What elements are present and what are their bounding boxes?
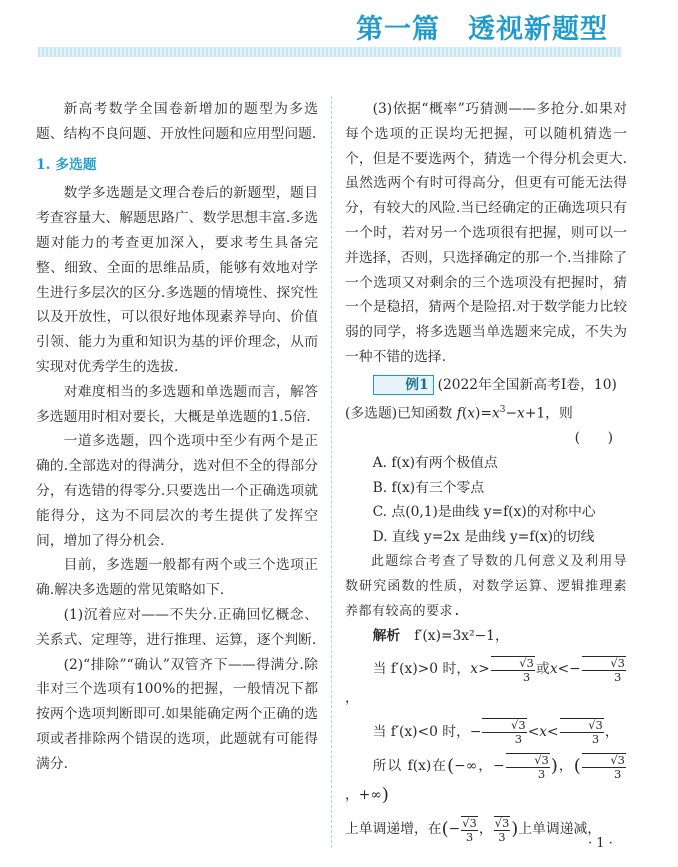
column-divider [331, 96, 332, 848]
fraction: $\frac{√3}{3}$ [582, 753, 626, 781]
analysis-line [345, 624, 627, 649]
example-source: (2022年全国新高考Ⅰ卷，10) [437, 376, 617, 393]
paragraph: 数学多选题是文理合卷后的新题型，题目考查容量大、解题思路广、数学思想丰富.多选题对能力的考查更加深入，要求考生具备完整、细致、全面的思维品质，能够有效地对学生进行多层次的区分.多选题的情境性、探究性以及开放性，可以很好地体现素养导向、价值引领、能力为重和知识为基的评价理念，从而实现对优秀学生的选拔. [36, 185, 318, 375]
fraction: $\frac{√3}{3}$ [482, 718, 526, 746]
chapter-title: 透视新题型 [468, 14, 608, 45]
option-a: A. f(x)有两个极值点 [372, 454, 498, 471]
left-column [36, 97, 318, 777]
chapter-heading [356, 7, 608, 46]
monotonic-conclusion-2: 上单调递增，在(− $\frac{√3}{3}$ ， $\frac{√3}{3}$ )上单调递减， [345, 815, 602, 844]
conclusion-text: 上单调递增，在 [345, 821, 442, 838]
condition-text: 当 f′(x)>0 时， [372, 661, 471, 678]
fraction: $\frac{√3}{3}$ [506, 753, 550, 781]
page-number: · 1 · [588, 836, 613, 851]
condition-negative: 当 f′(x)<0 时，− $\frac{√3}{3}$ <x< $\frac{√3}{3}$ ， [372, 718, 619, 747]
example-stem-tail: ，则 [545, 405, 573, 422]
right-column [345, 97, 627, 850]
paragraph: (2)“排除”“确认”双管齐下——得满分.除非对三个选项有100%的把握，一般情况下都按两个选项判断即可.如果能确定两个正确的选项或者排除两个错误的选项，此题就有可能得满分. [36, 656, 318, 772]
monotonic-conclusion: 所以 f(x)在(−∞，− $\frac{√3}{3}$ )，( $\frac{√3}{3}$ ，+∞) [345, 752, 625, 806]
conclusion-text: 上单调递减， [518, 821, 602, 838]
example-stem: (多选题)已知函数 $f(x)=x^3-x+1$，则 [345, 404, 573, 422]
condition-positive: 当 f′(x)>0 时，x> $\frac{√3}{3}$ 或x<− $\frac{√3}{3}$ ， [345, 655, 625, 706]
example-header [345, 373, 627, 398]
intro-paragraph: 新高考数学全国卷新增加的题型为多选题、结构不良问题、开放性问题和应用型问题. [36, 101, 318, 142]
example-badge: 例1 [373, 375, 434, 395]
condition-text: 当 f′(x)<0 时， [372, 723, 470, 740]
option-b: B. f(x)有三个零点 [372, 479, 485, 496]
fraction: $\frac{√3}{3}$ [462, 815, 477, 844]
fraction: $\frac{√3}{3}$ [560, 718, 604, 746]
paragraph: 目前，多选题一般都有两个或三个选项正确.解决多选题的常见策略如下. [36, 557, 318, 599]
fraction: $\frac{√3}{3}$ [582, 656, 626, 684]
part-label: 第一篇 [356, 14, 440, 45]
section-heading: 1. 多选题 [36, 156, 97, 173]
paragraph: (1)沉着应对——不失分.正确回忆概念、关系式、定理等，进行推理、运算，逐个判断. [36, 606, 318, 648]
option-c: C. 点(0,1)是曲线 y=f(x)的对称中心 [372, 504, 596, 521]
answer-blank: ( ) [574, 429, 613, 446]
paragraph: 一道多选题，四个选项中至少有两个是正确的.全部选对的得满分，选对但不全的得部分分，有选错的得零分.只要选出一个正确选项就能得分，这为不同层次的考生提供了发挥空间，增加了得分机会. [36, 433, 318, 549]
example-stem-text: (多选题)已知函数 [345, 405, 453, 422]
option-d: D. 直线 y=2x 是曲线 y=f(x)的切线 [372, 529, 595, 546]
fraction: $\frac{√3}{3}$ [494, 815, 510, 844]
or-word: 或 [535, 661, 550, 678]
conclusion-text: 所以 f(x)在 [372, 758, 448, 775]
derivative-text: f′(x)=3x²−1， [414, 628, 509, 645]
analysis-label: 解析 [372, 628, 401, 645]
paragraph: 对难度相当的多选题和单选题而言，解答多选题用时相对要长，大概是单选题的1.5倍. [36, 383, 318, 425]
commentary-note: 此题综合考查了导数的几何意义及利用导数研究函数的性质，对数学运算、逻辑推理素养都有较高的要求. [345, 553, 627, 619]
fraction: $\frac{√3}{3}$ [491, 656, 535, 684]
paragraph: (3)依据“概率”巧猜测——多抢分.如果对每个选项的正误均无把握，可以随机猜选一个，但是不要选两个，猜选一个得分机会更大.虽然选两个有时可得高分，但更有可能无法得分，有较大的风险.当已经确定的正确选项只有一个时，若对另一个选项很有把握，则可以一并选择，否则，只选择确定的那一个.当排除了一个选项又对剩余的三个选项没有把握时，猜一个是稳招，猜两个是险招.对于数学能力比较弱的同学，将多选题当单选题来完成，不失为一种不错的选择. [345, 101, 627, 365]
header-decorative-bar [38, 47, 622, 57]
